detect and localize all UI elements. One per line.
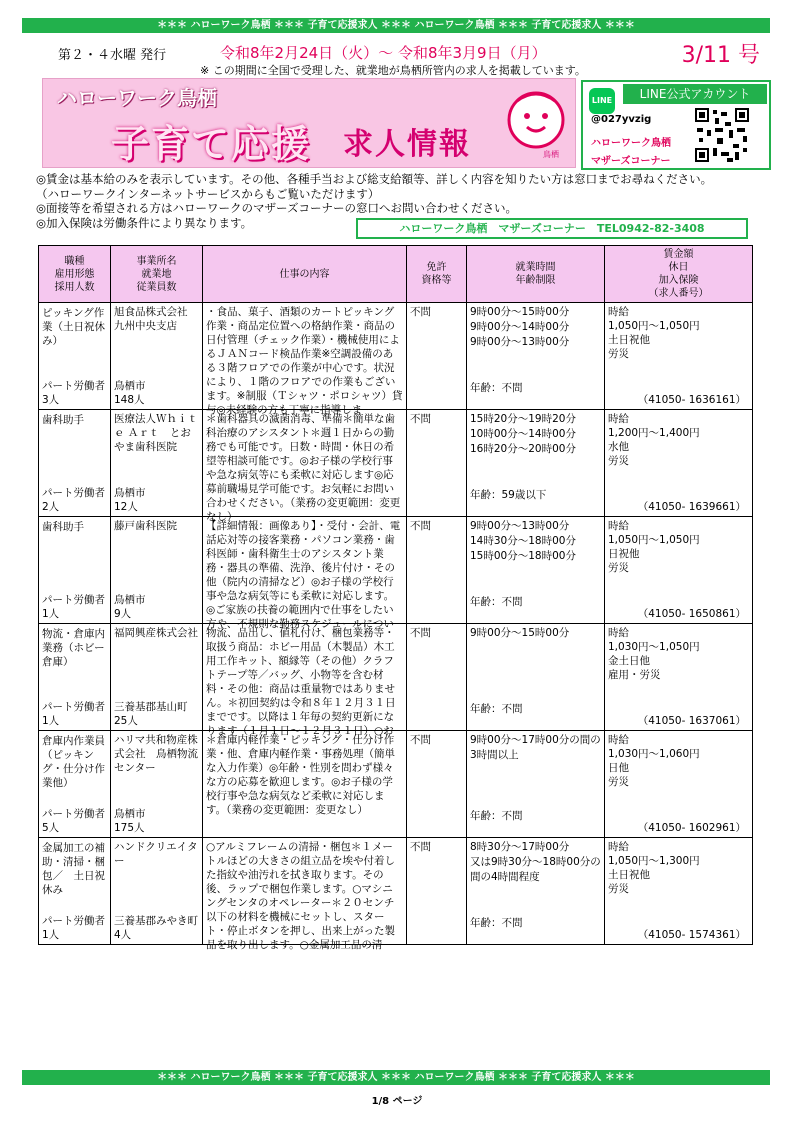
- company-name: 藤戸歯科医院: [114, 520, 177, 532]
- mascot-caption: 鳥栖: [543, 150, 559, 159]
- job-number[interactable]: （41050- 1574361）: [637, 929, 746, 941]
- work-location: 鳥栖市: [114, 487, 146, 499]
- line-office: ハローワーク鳥栖: [591, 138, 671, 149]
- age-limit: 年齢：不問: [470, 810, 523, 822]
- license-requirement: 不問: [410, 734, 431, 746]
- note-line: ◎賃金は基本給のみを表示しています。その他、各種手当および総支給額等、詳しく内容を知りたい方は窓口までお尋ねください。: [36, 172, 713, 186]
- listing-period: 令和8年2月24日（火）～ 令和8年3月9日（月）: [220, 44, 547, 62]
- job-cell: [39, 731, 111, 838]
- employee-count: 12人: [114, 501, 138, 513]
- work-hours: 9時00分～15時00分: [470, 306, 570, 318]
- wage-type: 時給: [608, 306, 629, 318]
- work-hours: 9時00分～15時00分: [470, 627, 570, 639]
- holidays: 土日祝他: [608, 869, 650, 881]
- job-number[interactable]: （41050- 1639661）: [637, 501, 746, 513]
- header-job-type: 職種 雇用形態 採用人数: [39, 246, 111, 303]
- company-cell: [111, 838, 203, 945]
- hire-count: 1人: [42, 715, 60, 727]
- holidays: 日祝他: [608, 548, 640, 560]
- job-title: ピッキング作業（土日祝休み）: [42, 307, 105, 347]
- job-cell: [39, 517, 111, 624]
- work-hours: 10時00分～14時00分: [470, 428, 576, 440]
- description-cell: [203, 731, 407, 838]
- work-location: 鳥栖市: [114, 594, 146, 606]
- license-cell: [407, 838, 467, 945]
- license-requirement: 不問: [410, 841, 431, 853]
- work-hours: 14時30分～18時00分: [470, 535, 576, 547]
- issue-header: [22, 40, 770, 68]
- employment-type: パート労働者: [42, 380, 105, 392]
- license-requirement: 不問: [410, 520, 431, 532]
- table-row[interactable]: [39, 303, 753, 410]
- wage-type: 時給: [608, 520, 629, 532]
- contact-box: ハローワーク鳥栖 マザーズコーナー TEL0942-82-3408: [356, 218, 748, 239]
- table-row[interactable]: [39, 517, 753, 624]
- company-name: 旭食品株式会社 九州中央支店: [114, 306, 188, 332]
- work-location: 鳥栖市: [114, 808, 146, 820]
- wage-type: 時給: [608, 627, 629, 639]
- table-row[interactable]: [39, 731, 753, 838]
- job-description: 物流、品出し、値札付け、梱包業務等・取扱う商品：ホビー用品（木製品）木工用工作キット、額縁等（その他）クラフトテープ等／バッグ、小物等を含む材料・その他：商品は重量物ではありません。＊初回契約は令和８年１２月３１日までです。以降は１年毎の契約更新になります（１月１日～１２月３１日）○お: [206, 627, 396, 737]
- job-description: ＊歯科器具の滅菌消毒、準備＊簡単な歯科治療のアシスタント＊週１日からの勤務でも可能です。日数・時間・休日の希望等相談可能です。◎お子様の学校行事や急な病気等にも柔軟に対応します◎応募前職場見学可能です。お気軽にお問い合わせください。（業務の変更範囲：変更なし）: [206, 413, 401, 523]
- wage-type: 時給: [608, 413, 629, 425]
- work-hours: 16時20分～20時00分: [470, 443, 576, 455]
- employment-type: パート労働者: [42, 487, 105, 499]
- header-company: 事業所名 就業地 従業員数: [111, 246, 203, 303]
- table-header-row: [39, 246, 753, 303]
- license-cell: [407, 410, 467, 517]
- hire-count: 2人: [42, 501, 60, 513]
- banner-subtitle: 求人情報: [343, 127, 471, 162]
- work-hours: 9時00分～13時00分: [470, 520, 570, 532]
- employee-count: 25人: [114, 715, 138, 727]
- job-cell: [39, 410, 111, 517]
- qr-code-icon[interactable]: [693, 106, 751, 164]
- job-description: ・食品、菓子、酒類のカートピッキング作業・商品定位置への格納作業・商品の日付管理（チェック作業）・機械使用によるＪＡＮコード検品作業※空調設備のある３階フロアでの作業が中心です。状況により、１階のフロアでの作業もございます。※制服（Ｔシャツ・ポロシャツ）貸与◎未経験の方も丁寧に指導しま: [206, 306, 403, 416]
- company-name: 医療法人Ｗｈｉｔｅ Ａｒｔ とおやま歯科医院: [114, 413, 198, 453]
- title-banner: [42, 78, 576, 168]
- table-row[interactable]: [39, 410, 753, 517]
- employment-type: パート労働者: [42, 915, 105, 927]
- holidays: 土日祝他: [608, 334, 650, 346]
- header-wage: 賃金額 休日 加入保険 （求人番号）: [605, 246, 753, 303]
- description-cell: [203, 838, 407, 951]
- issue-number: 3/11 号: [681, 43, 760, 68]
- employee-count: 9人: [114, 608, 132, 620]
- description-cell: [203, 410, 407, 523]
- age-limit: 年齢：不問: [470, 382, 523, 394]
- work-hours: 15時00分～18時00分: [470, 550, 576, 562]
- note-line: ◎面接等を希望される方はハローワークのマザーズコーナーの窓口へお問い合わせください。: [36, 201, 517, 215]
- header-description: 仕事の内容: [203, 246, 407, 303]
- header-hours: 就業時間 年齢制限: [467, 246, 605, 303]
- description-cell: [203, 624, 407, 737]
- work-location: 三養基郡みやき町: [114, 915, 198, 927]
- job-number[interactable]: （41050- 1636161）: [637, 394, 746, 406]
- note-line: ◎加入保険は労働条件により異なります。: [36, 215, 253, 230]
- job-number[interactable]: （41050- 1650861）: [637, 608, 746, 620]
- company-name: 福岡興産株式会社: [114, 627, 198, 639]
- work-hours: 8時30分～17時00分: [470, 841, 570, 853]
- hire-count: 3人: [42, 394, 60, 406]
- wage-amount: 1,050円～1,050円: [608, 534, 700, 546]
- company-cell: [111, 517, 203, 624]
- wage-type: 時給: [608, 841, 629, 853]
- insurance: 雇用・労災: [608, 669, 661, 681]
- description-cell: [203, 303, 407, 416]
- license-cell: [407, 517, 467, 624]
- wage-type: 時給: [608, 734, 629, 746]
- work-hours: 又は9時30分～18時00分の間の4時間程度: [470, 856, 601, 883]
- license-requirement: 不問: [410, 413, 431, 425]
- job-description: ＊倉庫内軽作業・ピッキング・仕分け作業・他、倉庫内軽作業・事務処理（簡単な入力作業）◎年齢・性別を問わず様々な方の応募を歓迎します。◎お子様の学校行事や急な病気など柔軟に対応します。（業務の変更範囲：変更なし）: [206, 734, 395, 816]
- banner-title: 子育て応援: [111, 122, 312, 166]
- wage-amount: 1,030円～1,060円: [608, 748, 700, 760]
- line-account-box[interactable]: [581, 80, 771, 170]
- hire-count: 5人: [42, 822, 60, 834]
- employment-type: パート労働者: [42, 701, 105, 713]
- wage-cell: [605, 838, 753, 945]
- work-location: 三養基郡基山町: [114, 701, 188, 713]
- wage-amount: 1,200円～1,400円: [608, 427, 700, 439]
- job-title: 物流・倉庫内業務（ホビー倉庫）: [42, 628, 105, 668]
- employee-count: 148人: [114, 394, 145, 406]
- hours-cell: [467, 731, 605, 838]
- company-cell: [111, 731, 203, 838]
- job-cell: [39, 303, 111, 410]
- job-cell: [39, 624, 111, 731]
- insurance: 労災: [608, 776, 629, 788]
- holidays: 日他: [608, 762, 629, 774]
- insurance: 労災: [608, 348, 629, 360]
- issue-day: 第２・４水曜 発行: [58, 48, 167, 63]
- work-hours: 9時00分～13時00分: [470, 336, 570, 348]
- insurance: 労災: [608, 883, 629, 895]
- license-cell: [407, 731, 467, 838]
- line-title: LINE公式アカウント: [623, 84, 767, 104]
- hire-count: 1人: [42, 929, 60, 941]
- age-limit: 年齢：不問: [470, 596, 523, 608]
- age-limit: 年齢：59歳以下: [470, 489, 547, 501]
- job-title: 金属加工の補助・清掃・梱包／ 土日祝休み: [42, 842, 105, 896]
- employee-count: 175人: [114, 822, 145, 834]
- wage-cell: [605, 517, 753, 624]
- company-name: ハリマ共和物産株式会社 鳥栖物流センター: [114, 734, 198, 774]
- license-requirement: 不問: [410, 306, 431, 318]
- holidays: 金土日他: [608, 655, 650, 667]
- job-listings-table: [38, 245, 753, 951]
- mascot-icon: [505, 89, 567, 151]
- hours-cell: [467, 303, 605, 410]
- age-limit: 年齢：不問: [470, 917, 523, 929]
- table-row[interactable]: [39, 838, 753, 945]
- table-row[interactable]: [39, 624, 753, 731]
- age-limit: 年齢：不問: [470, 703, 523, 715]
- line-corner: マザーズコーナー: [591, 156, 671, 167]
- insurance: 労災: [608, 455, 629, 467]
- job-description: ○アルミフレームの清掃・梱包＊１メートルほどの大きさの組立品を埃や付着した指紋や油汚れを拭き取ります。その後、ラップで梱包作業します。○マシニングセンタのオペレーター＊２０センチ以下の材料を機械にセットし、スタート・停止ボタンを押し、出来上がった製品を取り出します。○金属加工品の清: [206, 841, 395, 951]
- license-cell: [407, 624, 467, 731]
- hours-cell: [467, 410, 605, 517]
- bottom-banner-strip: ＊＊＊ ハローワーク鳥栖 ＊＊＊ 子育て応援求人 ＊＊＊ ハローワーク鳥栖 ＊＊＊ 子育て応援求人 ＊＊＊: [22, 1070, 770, 1085]
- employment-type: パート労働者: [42, 808, 105, 820]
- company-cell: [111, 303, 203, 410]
- job-title: 歯科助手: [42, 521, 84, 533]
- hours-cell: [467, 838, 605, 945]
- wage-cell: [605, 303, 753, 410]
- company-name: ハンドクリエイター: [114, 841, 198, 867]
- license-cell: [407, 303, 467, 410]
- job-title: 歯科助手: [42, 414, 84, 426]
- top-banner-strip: ＊＊＊ ハローワーク鳥栖 ＊＊＊ 子育て応援求人 ＊＊＊ ハローワーク鳥栖 ＊＊＊ 子育て応援求人 ＊＊＊: [22, 18, 770, 33]
- holidays: 水他: [608, 441, 629, 453]
- job-description: 【詳細情報：画像あり】・受付・会計、電話応対等の接客業務・パソコン業務・歯科医師・歯科衛生士のアシスタント業務・器具の準備、洗浄、後片付け・その他（院内の清掃など）◎お子様の学校行事や急な病気等にも柔軟に対応します。◎ご家族の扶養の範囲内で仕事をしたい方や、不規則な勤務スケジュールについ: [206, 520, 401, 630]
- line-id: @027yvzig: [591, 114, 652, 125]
- job-number[interactable]: （41050- 1637061）: [637, 715, 746, 727]
- company-cell: [111, 624, 203, 731]
- employee-count: 4人: [114, 929, 132, 941]
- wage-cell: [605, 410, 753, 517]
- job-cell: [39, 838, 111, 945]
- work-location: 鳥栖市: [114, 380, 146, 392]
- company-cell: [111, 410, 203, 517]
- work-hours: 15時20分～19時20分: [470, 413, 576, 425]
- license-requirement: 不問: [410, 627, 431, 639]
- note-line: （ハローワークインターネットサービスからもご覧いただけます）: [36, 186, 380, 201]
- wage-cell: [605, 731, 753, 838]
- line-app-icon: LINE: [589, 88, 615, 114]
- employment-type: パート労働者: [42, 594, 105, 606]
- hours-cell: [467, 517, 605, 624]
- work-hours: 9時00分～17時00分の間の3時間以上: [470, 734, 601, 761]
- banner-office-name: ハローワーク鳥栖: [57, 86, 217, 110]
- period-note: ※ この期間に全国で受理した、就業地が鳥栖所管内の求人を掲載しています。: [200, 64, 586, 77]
- hire-count: 1人: [42, 608, 60, 620]
- wage-amount: 1,030円～1,050円: [608, 641, 700, 653]
- job-title: 倉庫内作業員（ピッキング・仕分け作業他）: [42, 735, 105, 789]
- wage-amount: 1,050円～1,050円: [608, 320, 700, 332]
- job-number[interactable]: （41050- 1602961）: [637, 822, 746, 834]
- page-number: 1/8 ページ: [371, 1096, 423, 1107]
- hours-cell: [467, 624, 605, 731]
- work-hours: 9時00分～14時00分: [470, 321, 570, 333]
- wage-amount: 1,050円～1,300円: [608, 855, 700, 867]
- header-license: 免許 資格等: [407, 246, 467, 303]
- wage-cell: [605, 624, 753, 731]
- description-cell: [203, 517, 407, 630]
- insurance: 労災: [608, 562, 629, 574]
